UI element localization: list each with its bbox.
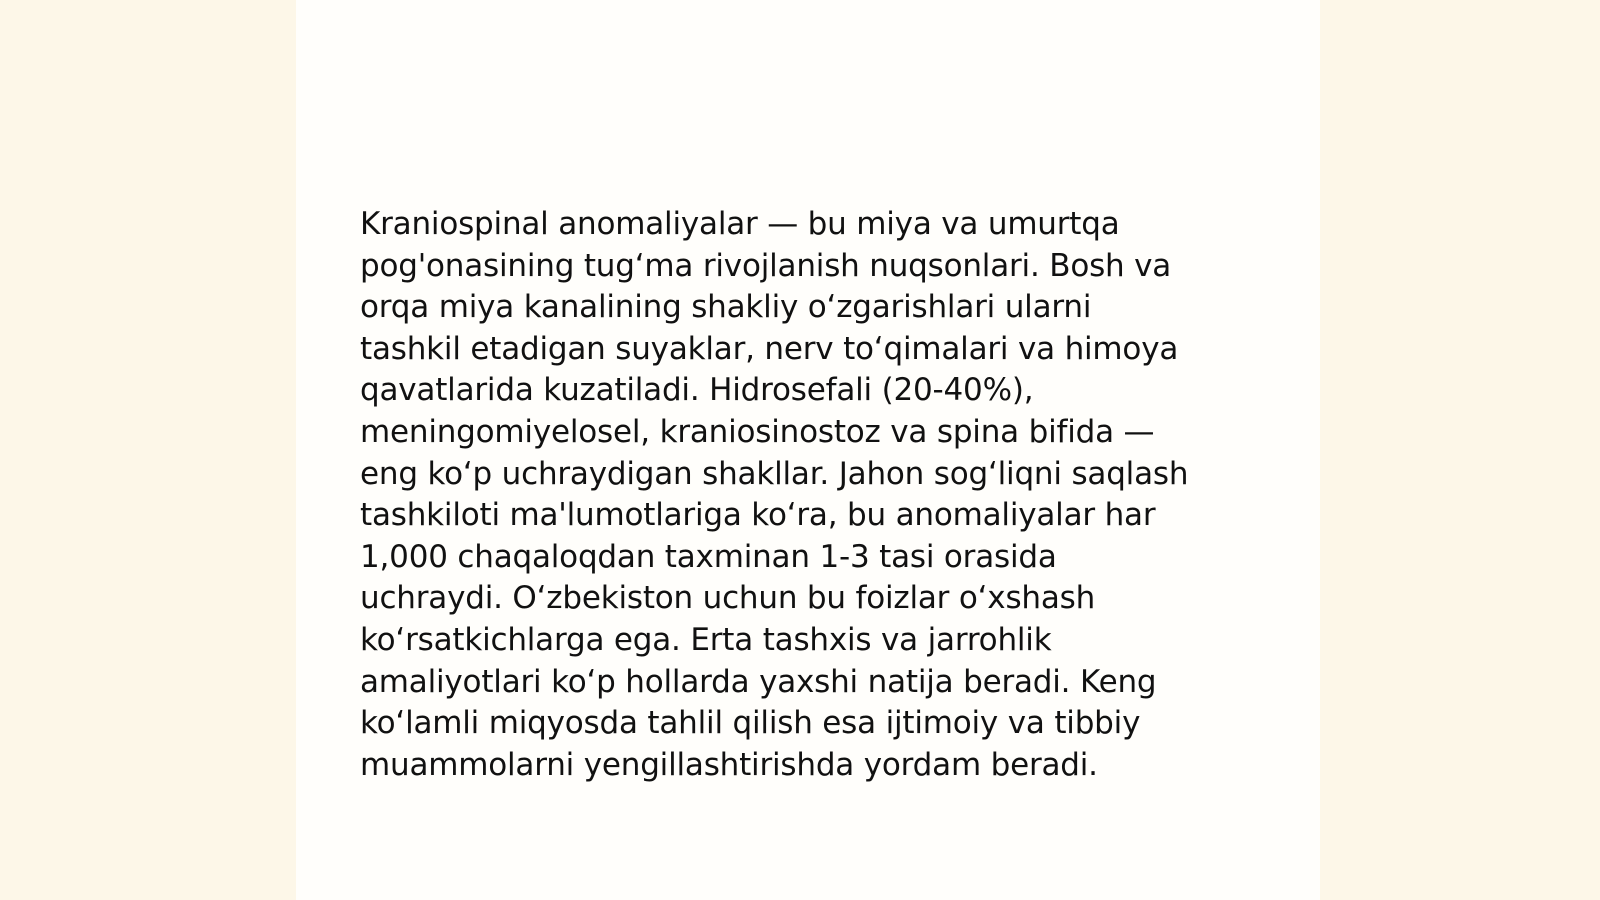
slide-body-text: Kraniospinal anomaliyalar — bu miya va umurtqa pog'onasining tugʻma rivojlanish nuqsonlari. Bosh va orqa miya kanalining shakliy oʻzgarishlari ularni tashkil etadigan suyaklar, nerv toʻqimalari va himoya qavatlarida kuzatiladi. Hidrosefali (20-40%), meningomiyelosel, kraniosinostoz va spina bifida — eng koʻp uchraydigan shakllar. Jahon sogʻliqni saqlash tashkiloti ma'lumotlariga koʻra, bu anomaliyalar har 1,000 chaqaloqdan taxminan 1-3 tasi orasida uchraydi. Oʻzbekiston uchun bu foizlar oʻxshash koʻrsatkichlarga ega. Erta tashxis va jarrohlik amaliyotlari koʻp hollarda yaxshi natija beradi. Keng koʻlamli miqyosda tahlil qilish esa ijtimoiy va tibbiy muammolarni yengillashtirishda yordam beradi.	[360, 206, 1189, 783]
slide-canvas	[296, 0, 1320, 900]
